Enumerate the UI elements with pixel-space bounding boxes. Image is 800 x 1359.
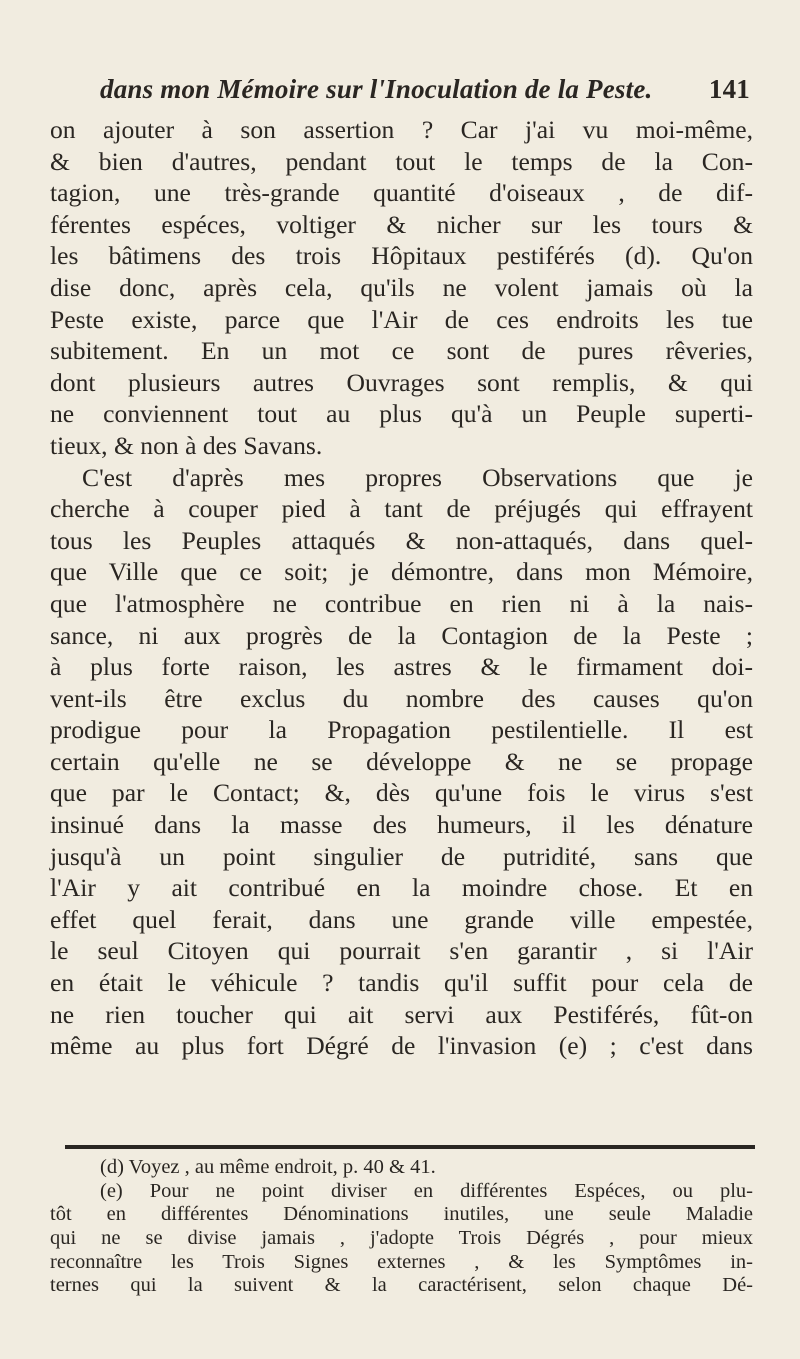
text-line: que l'atmosphère ne contribue en rien ni à la nais- [50, 588, 753, 618]
footnotes [50, 1156, 753, 1298]
text-line: ne rien toucher qui ait servi aux Pestiférés, fût-on [50, 999, 753, 1029]
text-line: ne conviennent tout au plus qu'à un Peuple superti- [50, 399, 753, 429]
running-title: dans mon Mémoire sur l'Inoculation de la Peste. [100, 74, 653, 104]
text-line: on ajouter à son assertion ? Car j'ai vu moi-même, [50, 115, 753, 144]
footnote-line: (e) Pour ne point diviser en différentes Espéces, ou plu- [100, 1179, 753, 1202]
text-line: certain qu'elle ne se développe & ne se propage [50, 746, 753, 776]
text-line: les bâtimens des trois Hôpitaux pestiférés (d). Qu'on [50, 241, 753, 271]
text-line: & bien d'autres, pendant tout le temps de la Con- [50, 146, 753, 176]
text-line: effet quel ferait, dans une grande ville empestée, [50, 904, 753, 934]
main-text [50, 114, 753, 1062]
text-line: l'Air y ait contribué en la moindre chose. Et en [50, 873, 753, 903]
text-line: prodigue pour la Propagation pestilentielle. Il est [50, 715, 753, 745]
footnote-line: tôt en différentes Dénominations inutiles, une seule Maladie [50, 1203, 753, 1226]
text-line: même au plus fort Dégré de l'invasion (e) ; c'est dans [50, 1031, 753, 1061]
footnote-line: qui ne se divise jamais , j'adopte Trois Dégrés , pour mieux [50, 1227, 753, 1250]
text-line: dise donc, après cela, qu'ils ne volent jamais où la [50, 272, 753, 302]
text-line: tous les Peuples attaqués & non-attaqués, dans quel- [50, 525, 753, 555]
footnote-divider [65, 1145, 755, 1149]
text-line: que Ville que ce soit; je démontre, dans mon Mémoire, [50, 557, 753, 587]
footnote-line: reconnaître les Trois Signes externes , & les Symptômes in- [50, 1250, 753, 1273]
text-line: que par le Contact; &, dès qu'une fois le virus s'est [50, 778, 753, 808]
text-line: sance, ni aux progrès de la Contagion de la Peste ; [50, 620, 753, 650]
footnote-line: ternes qui la suivent & la caractérisent, selon chaque Dé- [50, 1274, 753, 1297]
text-line: Peste existe, parce que l'Air de ces endroits les tue [50, 304, 753, 334]
text-line: tagion, une très-grande quantité d'oiseaux , de dif- [50, 178, 753, 208]
text-line: férentes espéces, voltiger & nicher sur les tours & [50, 209, 753, 239]
text-line: jusqu'à un point singulier de putridité, sans que [50, 841, 753, 871]
text-line: insinué dans la masse des humeurs, il les dénature [50, 810, 753, 840]
text-line: tieux, & non à des Savans. [50, 430, 323, 460]
footnote-line: (d) Voyez , au même endroit, p. 40 & 41. [100, 1156, 436, 1178]
text-line: subitement. En un mot ce sont de pures rêveries, [50, 336, 753, 366]
text-line: à plus forte raison, les astres & le firmament doi- [50, 652, 753, 682]
text-line: cherche à couper pied à tant de préjugés qui effrayent [50, 494, 753, 524]
text-line: en était le véhicule ? tandis qu'il suffit pour cela de [50, 968, 753, 998]
page-number: 141 [708, 74, 750, 104]
text-line: le seul Citoyen qui pourrait s'en garantir , si l'Air [50, 936, 753, 966]
text-line: dont plusieurs autres Ouvrages sont remplis, & qui [50, 367, 753, 397]
text-line: vent-ils être exclus du nombre des causes qu'on [50, 683, 753, 713]
text-line: C'est d'après mes propres Observations que je [82, 462, 753, 492]
